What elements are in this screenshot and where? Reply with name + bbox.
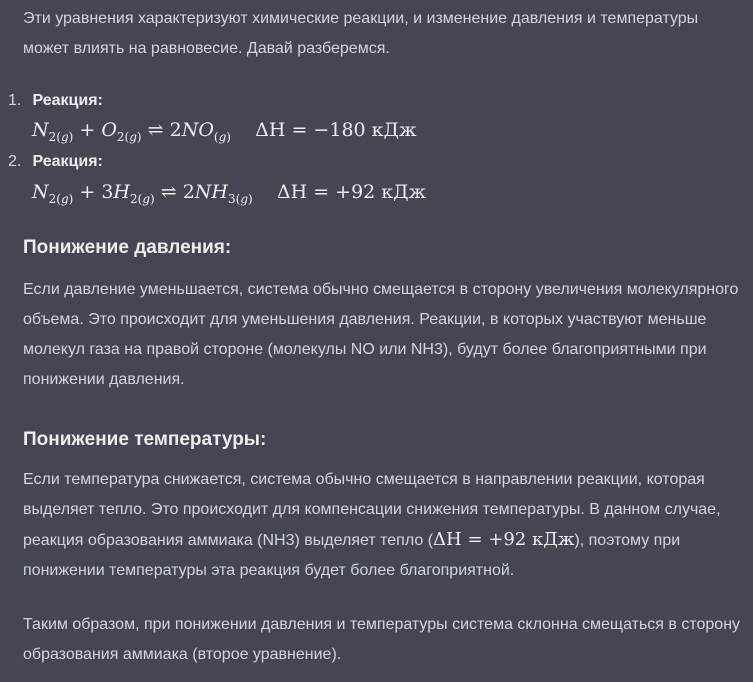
intro-text: Эти уравнения характеризуют химические реакции, и изменение давления и температуры может влиять на равновесие. Давай разберемся. — [23, 10, 699, 57]
list-item-1 — [8, 86, 103, 116]
temperature-text-after: ), поэтому при понижении температуры эта реакция будет более благоприятной. — [23, 532, 681, 579]
reaction-label-2: Реакция: — [32, 153, 103, 170]
section-heading-pressure: Понижение давления: — [23, 237, 232, 258]
list-number-2: 2. — [8, 153, 22, 170]
section-text-temperature — [23, 465, 748, 586]
reaction-label-1: Реакция: — [32, 92, 103, 109]
list-number-1: 1. — [8, 92, 22, 109]
section-heading-temperature: Понижение температуры: — [23, 429, 267, 450]
equation-1-delta: ΔH = −180 кДж — [255, 119, 417, 141]
equation-2: $N_{2(g)} + 3H_{2(g)}$ ⇌ $2NH_{3(g)}$ ΔH = +92 кДж — [32, 181, 427, 206]
conclusion-text: Таким образом, при понижении давления и температуры система склонна смещаться в сторону образования аммиака (второе уравнение). — [23, 616, 741, 663]
inline-delta-h: ΔH = +92 кДж — [433, 529, 575, 550]
equation-2-delta: ΔH = +92 кДж — [276, 181, 427, 203]
list-item-2 — [8, 147, 103, 177]
section-text-pressure: Если давление уменьшается, система обычно смещается в сторону увеличения молекулярного объема. Это происходит для уменьшения давления. Реакции, в которых участвуют меньше молекул газа на правой стороне (молекулы NO или NH3), будут более благоприятными при понижении давления. — [23, 281, 739, 388]
temperature-text-before: Если температура снижается, система обычно смещается в направлении реакции, которая выделяет тепло. Это происходит для компенсации снижения температуры. В данном случае, реакция образования аммиака (NH3) выделяет тепло ( — [23, 471, 721, 549]
equation-1: $N_{2(g)} + O_{2(g)}$ ⇌ $2NO_{(g)}$ ΔH = −180 кДж — [32, 119, 417, 144]
